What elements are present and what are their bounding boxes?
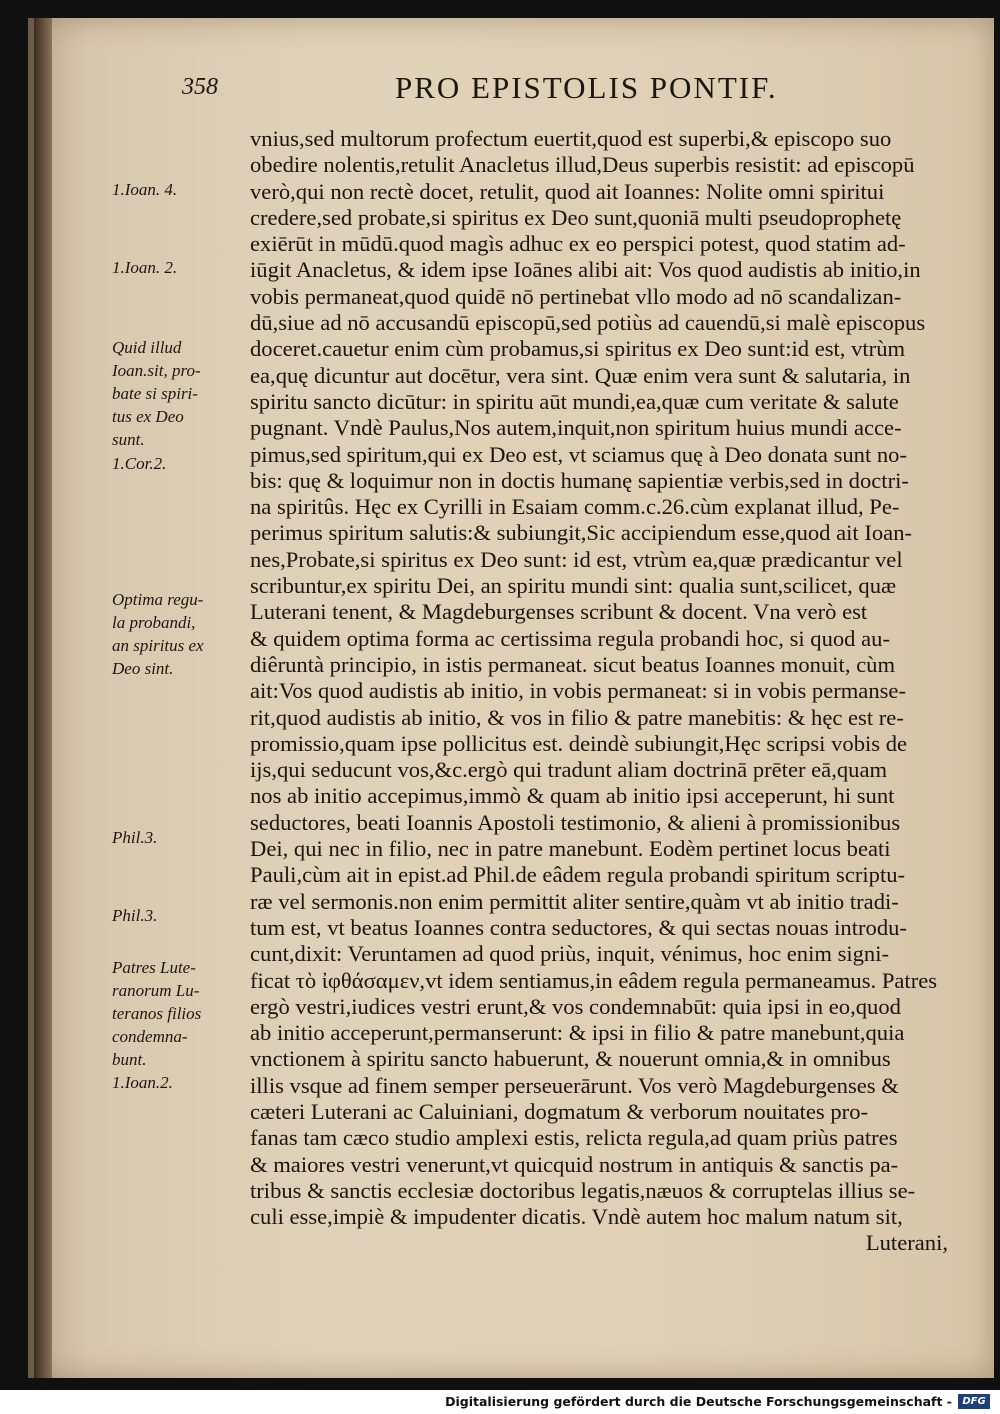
margin-note-line: Optima regu-: [112, 590, 204, 609]
text-line: culi esse,impiè & impudenter dicatis. Vndè autem hoc malum natum sit,: [250, 1204, 903, 1230]
text-line: diêruntà principio, in istis permaneat. sicut beatus Ioannes monuit, cùm: [250, 651, 896, 677]
footer-bar: [0, 1390, 1000, 1414]
margin-note-line: bunt.: [112, 1050, 147, 1069]
text-line: tribus & sanctis ecclesiæ doctoribus legatis,næuos & corruptelas illius se-: [250, 1177, 916, 1203]
margin-note-line: an spiritus ex: [112, 636, 204, 655]
text-line: tum est, vt beatus Ioannes contra seductores, & qui sectas nouas introdu-: [250, 914, 907, 940]
text-line: Luterani tenent, & Magdeburgenses scribunt & docent. Vna verò est: [250, 599, 868, 625]
text-line: fanas tam cæco studio amplexi estis, relicta regula,ad quam priùs patres: [250, 1125, 898, 1151]
margin-note: [112, 336, 240, 451]
margin-note-line: condemna-: [112, 1027, 188, 1046]
text-line: na spiritûs. Hęc ex Cyrilli in Esaiam comm.c.26.cùm explanat illud, Pe-: [250, 494, 900, 520]
text-line: & maiores vestri venerunt,vt quicquid nostrum in antiquis & sanctis pa-: [250, 1151, 899, 1177]
text-line: bis: quę & loquimur non in doctis humanę sapientiæ verbis,sed in doctri-: [250, 467, 909, 493]
text-line: illis vsque ad finem semper perseuerārunt. Vos verò Magdeburgenses &: [250, 1072, 899, 1098]
margin-note-line: tus ex Deo: [112, 407, 184, 426]
text-line: nes,Probate,si spiritus ex Deo sunt: id est, vtrùm ea,quæ prædicantur vel: [250, 546, 903, 572]
catchword: Luterani,: [865, 1230, 948, 1256]
margin-note-line: sunt.: [112, 430, 145, 449]
margin-note: [112, 256, 240, 279]
margin-note-line: Phil.3.: [112, 828, 158, 847]
main-text-block: [250, 126, 972, 1257]
text-line: ea,quę dicuntur aut docētur, vera sint. Quæ enim vera sunt & salutaria, in: [250, 362, 911, 388]
text-line: nos ab initio accepimus,immò & quam ab initio ipsi acceperunt, hi sunt: [250, 783, 895, 809]
text-line: vnius,sed multorum profectum euertit,quod est superbi,& episcopo suo: [250, 126, 892, 151]
margin-note-line: 1.Ioan. 2.: [112, 258, 178, 277]
margin-note-line: la probandi,: [112, 613, 196, 632]
margin-note: [112, 452, 240, 475]
margin-note: [112, 904, 240, 927]
margin-note-line: 1.Cor.2.: [112, 454, 167, 473]
margin-note: [112, 588, 240, 680]
page-number: 358: [182, 74, 218, 100]
text-line: spiritu sancto dicūtur: in spiritu aūt mundi,ea,quæ cum veritate & salute: [250, 388, 899, 414]
text-line: cæteri Luterani ac Caluiniani, dogmatum & verborum nouitates pro-: [250, 1098, 869, 1124]
text-line: pugnant. Vndè Paulus,Nos autem,inquit,non spiritum huius mundi acce-: [250, 415, 902, 441]
text-line: ficat τὸ ἰφθάσαμεν,vt idem sentiamus,in eâdem regula permaneamus. Patres: [250, 967, 938, 993]
text-line: iūgit Anacletus, & idem ipse Ioānes alibi ait: Vos quod audistis ab initio,in: [250, 257, 921, 283]
margin-note-line: 1.Ioan.2.: [112, 1073, 173, 1092]
text-line: ijs,qui seducunt vos,&c.ergò qui tradunt aliam doctrinā prēter eā,quam: [250, 757, 888, 783]
text-line: credere,sed probate,si spiritus ex Deo sunt,quoniā multi pseudoprophetę: [250, 204, 902, 230]
text-line: dū,siue ad nō accusandū episcopū,sed potiùs ad cauendū,si malè episcopus: [250, 310, 926, 336]
margin-note-line: bate si spiri-: [112, 384, 198, 403]
text-line: Dei, qui nec in filio, nec in patre manebunt. Eodèm pertinet locus beati: [250, 836, 891, 862]
text-line: seductores, beati Ioannis Apostoli testimonio, & alieni à promissionibus: [250, 809, 901, 835]
text-line: & quidem optima forma ac certissima regula probandi hoc, si quod au-: [250, 625, 890, 651]
funding-credit: Digitalisierung gefördert durch die Deutsche Forschungsgemeinschaft -: [445, 1394, 952, 1409]
text-line: Pauli,cùm ait in epist.ad Phil.de eâdem regula probandi spiritum scriptu-: [250, 862, 906, 888]
text-line: pimus,sed spiritum,qui ex Deo est, vt sciamus quę à Deo donata sunt no-: [250, 441, 907, 467]
margin-note-line: 1.Ioan. 4.: [112, 180, 178, 199]
margin-note-line: ranorum Lu-: [112, 981, 200, 1000]
text-line: ræ vel sermonis.non enim permittit aliter sentire,quàm vt ab initio tradi-: [250, 888, 899, 914]
text-line: scribuntur,ex spiritu Dei, an spiritu mundi sint: qualia sunt,scilicet, quæ: [250, 573, 897, 599]
running-head: PRO EPISTOLIS PONTIF.: [395, 70, 778, 105]
text-line: ab initio acceperunt,permanserunt: & ipsi in filio & patre manebunt,quia: [250, 1020, 905, 1046]
text-line: obedire nolentis,retulit Anacletus illud,Deus superbis resistit: ad episcopū: [250, 152, 915, 178]
margin-note-line: Phil.3.: [112, 906, 158, 925]
margin-note-line: Deo sint.: [112, 659, 174, 678]
text-line: vobis permaneat,quod quidē nō pertinebat vllo modo ad nō scandalizan-: [250, 283, 902, 309]
margin-note-line: teranos filios: [112, 1004, 202, 1023]
text-line: verò,qui non rectè docet, retulit, quod ait Ioannes: Nolite omni spiritui: [250, 178, 885, 204]
margin-note-line: Ioan.sit, pro-: [112, 361, 201, 380]
text-line: doceret.cauetur enim cùm probamus,si spiritus ex Deo sunt:id est, vtrùm: [250, 336, 906, 362]
book-spine: [34, 18, 52, 1378]
text-line: exiērūt in mūdū.quod magìs adhuc ex eo perspici potest, quod statim ad-: [250, 231, 906, 257]
text-line: cunt,dixit: Veruntamen ad quod priùs, inquit, vénimus, hoc enim signi-: [250, 941, 890, 967]
margin-note-line: Patres Lute-: [112, 958, 196, 977]
margin-note: [112, 956, 240, 1094]
margin-note: [112, 826, 240, 849]
text-line: rit,quod audistis ab initio, & vos in filio & patre manebitis: & hęc est re-: [250, 704, 904, 730]
text-line: perimus spiritum salutis:& subiungit,Sic accipiendum esse,quod ait Ioan-: [250, 520, 913, 546]
dfg-logo: DFG: [958, 1394, 990, 1409]
margin-note-line: Quid illud: [112, 338, 182, 357]
margin-note: [112, 178, 240, 201]
text-line: ait:Vos quod audistis ab initio, in vobis permaneat: si in vobis permanse-: [250, 678, 906, 704]
text-line: vnctionem à spiritu sancto habuerunt, & nouerunt omnia,& in omnibus: [250, 1046, 891, 1072]
text-line: ergò vestri,iudices vestri erunt,& vos condemnabūt: quia ipsi in eo,quod: [250, 993, 901, 1019]
text-line: promissio,quam ipse pollicitus est. deindè subiungit,Hęc scripsi vobis de: [250, 730, 908, 756]
